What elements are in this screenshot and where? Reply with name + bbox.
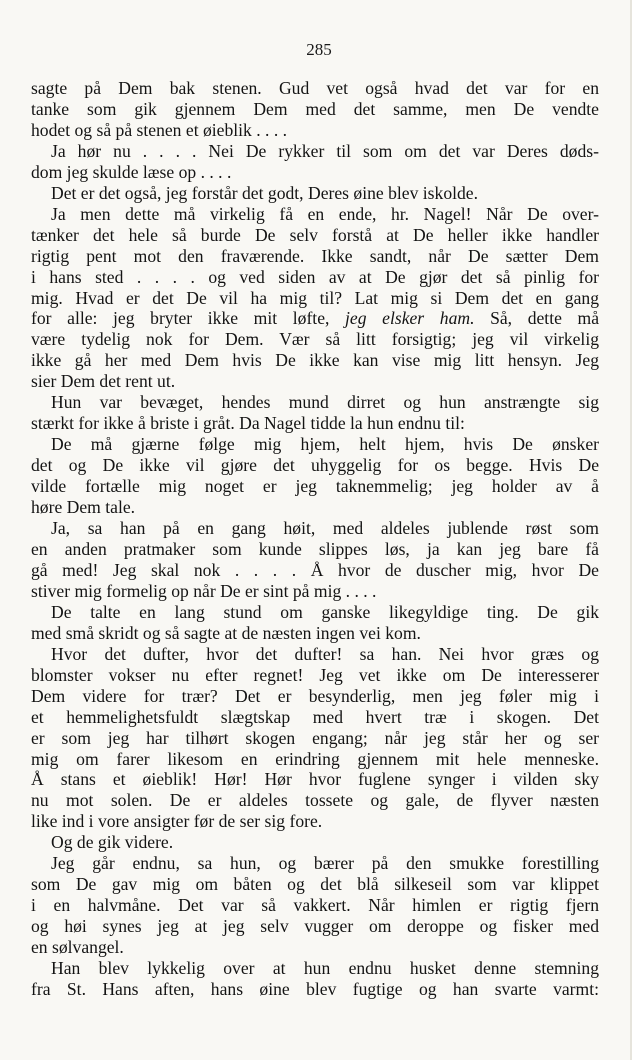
text-line: Han blev lykkelig over at hun endnu husket denne stemning bbox=[51, 958, 599, 979]
text-line: Hun var bevæget, hendes mund dirret og hun anstrængte sig bbox=[51, 392, 599, 413]
text-line: Jeg går endnu, sa hun, og bærer på den smukke forestilling bbox=[51, 853, 599, 874]
text-line: et hemmelighetsfuldt slægtskap med hvert træ i skogen. Det bbox=[31, 706, 599, 727]
text-line: sagte på Dem bak stenen. Gud vet også hvad det var for en bbox=[31, 78, 599, 98]
text-line: De må gjærne følge mig hjem, helt hjem, hvis De ønsker bbox=[51, 434, 599, 455]
text-line: rigtig pent mot den fraværende. Ikke sandt, når De sætter Dem bbox=[31, 245, 599, 266]
text-line: høre Dem tale. bbox=[31, 497, 136, 518]
text-line: Det er det også, jeg forstår det godt, Deres øine blev iskolde. bbox=[51, 182, 479, 203]
text-line bbox=[31, 308, 599, 329]
text-line: Ja, sa han på en gang høit, med aldeles jublende røst som bbox=[51, 518, 599, 539]
text-line: gå med! Jeg skal nok . . . . Å hvor de duscher mig, hvor De bbox=[31, 559, 599, 580]
text-line: være tydelig nok for Dem. Vær så litt forsigtig; jeg vil virkelig bbox=[31, 329, 599, 350]
text-line: mig om farer likesom en erindring gjennem mit hele menneske. bbox=[31, 748, 599, 769]
text-line: i hans sted . . . . og ved siden av at De gjør det så pinlig for bbox=[31, 266, 599, 287]
text-line: en anden pratmaker som kunde slippes løs, ja kan jeg bare få bbox=[31, 538, 599, 559]
text-line: Dem videre for trær? Det er besynderlig, men jeg føler mig i bbox=[31, 685, 599, 706]
text-line: mig. Hvad er det De vil ha mig til? Lat mig si Dem det en gang bbox=[31, 287, 599, 308]
text-line: Ja hør nu . . . . Nei De rykker til som om det var Deres døds- bbox=[51, 140, 599, 161]
text-line: like ind i vore ansigter før de ser sig fore. bbox=[31, 811, 323, 832]
text-segment: for alle: jeg bryter ikke mit løfte, bbox=[31, 308, 346, 329]
text-line: vilde fortælle mig noget er jeg taknemmelig; jeg holder av å bbox=[31, 476, 599, 497]
text-line: med små skridt og så sagte at de næsten ingen vei kom. bbox=[31, 622, 421, 643]
text-line: som De gav mig om båten og det blå silkeseil som var klippet bbox=[31, 874, 599, 895]
text-line: tænker det hele så burde De selv forstå at De heller ikke handler bbox=[31, 224, 599, 245]
text-line: sier Dem det rent ut. bbox=[31, 371, 176, 392]
text-line: Ja men dette må virkelig få en ende, hr. Nagel! Når De over- bbox=[51, 203, 599, 224]
text-line: Og de gik videre. bbox=[51, 832, 174, 853]
text-line: tanke som gik gjennem Dem med det samme, men De vendte bbox=[31, 98, 599, 119]
text-line: Å stans et øieblik! Hør! Hør hvor fuglene synger i vilden sky bbox=[31, 769, 599, 790]
text-line: en sølvangel. bbox=[31, 937, 124, 958]
text-line: blomster vokser nu efter regnet! Jeg vet ikke om De interesserer bbox=[31, 664, 599, 685]
text-line: nu mot solen. De er aldeles tossete og gale, de flyver næsten bbox=[31, 790, 599, 811]
text-line: i en halvmåne. Det var så vakkert. Når himlen er rigtig fjern bbox=[31, 895, 599, 916]
text-line: hodet og så på stenen et øieblik . . . . bbox=[31, 119, 288, 140]
text-line: ikke gå her med Dem hvis De ikke kan vise mig litt hensyn. Jeg bbox=[31, 350, 599, 371]
text-line: er som jeg har tilhørt skogen engang; når jeg står her og ser bbox=[31, 727, 599, 748]
text-line: De talte en lang stund om ganske likegyldige ting. De gik bbox=[51, 601, 599, 622]
text-line: dom jeg skulde læse op . . . . bbox=[31, 161, 232, 182]
italic-phrase: jeg elsker ham. bbox=[345, 308, 475, 329]
text-line: Hvor det dufter, hvor det dufter! sa han. Nei hvor græs og bbox=[51, 643, 599, 664]
text-segment: Så, dette må bbox=[474, 308, 600, 329]
text-line: stærkt for ikke å briste i gråt. Da Nagel tidde la hun endnu til: bbox=[31, 413, 465, 434]
text-line: fra St. Hans aften, hans øine blev fugtige og han svarte varmt: bbox=[31, 978, 599, 999]
text-line: stiver mig formelig op når De er sint på mig . . . . bbox=[31, 580, 377, 601]
text-line: det og De ikke vil gjøre det uhyggelig for os begge. Hvis De bbox=[31, 455, 599, 476]
text-line: og høi synes jeg at jeg selv vugger om deroppe og fisker med bbox=[31, 916, 599, 937]
page-number: 285 bbox=[306, 40, 332, 59]
body-text bbox=[31, 78, 599, 1000]
